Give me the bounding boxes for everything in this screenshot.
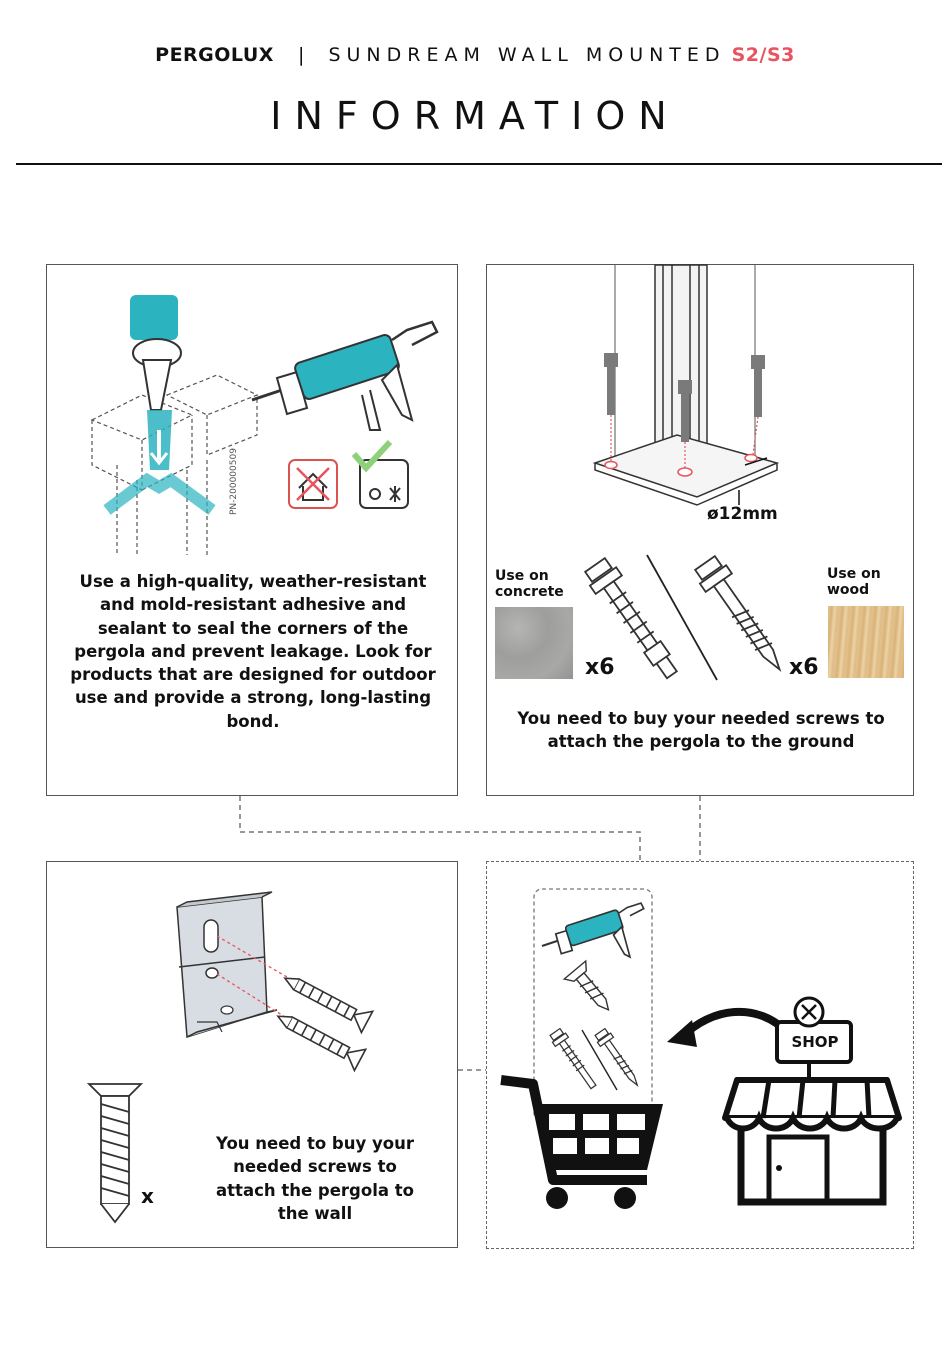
no-indoor-icon xyxy=(289,460,337,508)
concrete-quantity: x6 xyxy=(585,655,615,680)
sealant-diagram xyxy=(47,265,459,555)
wood-quantity: x6 xyxy=(789,655,819,680)
hole-diameter-label: ø12mm xyxy=(707,504,778,524)
header-separator: | xyxy=(297,44,305,66)
ground-instructions: You need to buy your needed screws to attach the pergola to the ground xyxy=(517,709,885,752)
sealant-panel xyxy=(46,264,458,796)
wall-instructions: You need to buy your needed screws to attach the pergola to the wall xyxy=(216,1134,414,1223)
wood-label: Use on wood xyxy=(827,566,881,598)
anchor-bolt-icon xyxy=(548,1027,600,1091)
sealant-gun-icon xyxy=(542,903,644,957)
brand-name: PERGOLUX xyxy=(155,44,274,66)
wood-screw-icon xyxy=(593,1027,643,1089)
sealant-instructions: Use a high-quality, weather-resistant and mold-resistant adhesive and sealant to seal the corners of the pergola and prevent leakage. Look for products that are designed for outdoor use and provide a strong, long-lasting bond. xyxy=(70,572,436,731)
screw-icon xyxy=(564,961,619,1019)
concrete-label: Use on concrete xyxy=(495,568,564,600)
wood-swatch xyxy=(828,606,904,678)
arrow-icon xyxy=(667,1020,697,1047)
product-name: SUNDREAM WALL MOUNTED xyxy=(328,44,726,66)
page-title: INFORMATION xyxy=(270,94,680,138)
shop-sign-label: SHOP xyxy=(791,1033,839,1051)
shopping-illustration xyxy=(487,862,915,1250)
wall-screws-panel xyxy=(46,861,458,1248)
product-variant: S2/S3 xyxy=(731,44,795,66)
shopping-panel xyxy=(486,861,914,1249)
part-number: PN-200000509 xyxy=(229,448,239,515)
wall-screw-quantity: x xyxy=(141,1184,154,1208)
shopping-cart-icon xyxy=(501,1080,663,1209)
ground-screws-panel xyxy=(486,264,914,796)
shop-icon xyxy=(725,998,899,1202)
concrete-swatch xyxy=(495,607,573,679)
outdoor-weather-icon xyxy=(354,442,408,508)
